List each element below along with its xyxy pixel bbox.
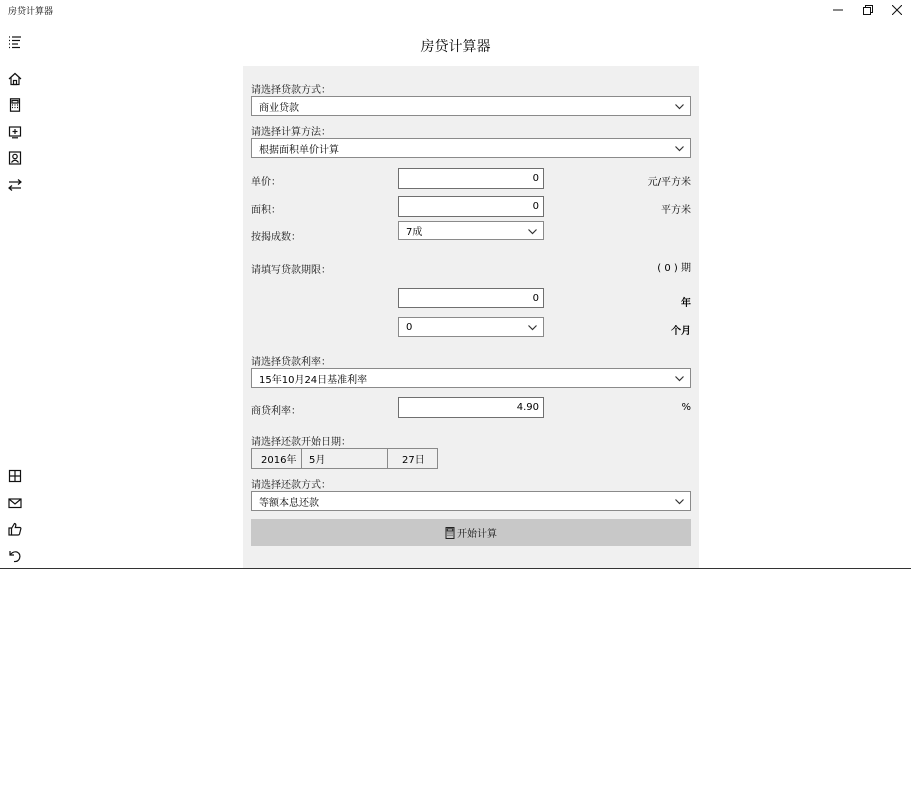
- commercial-rate-label: 商贷利率：: [251, 406, 301, 417]
- rate-type-value: 15年10月24日基准利率: [259, 374, 368, 386]
- start-date-month[interactable]: 5月: [302, 449, 388, 468]
- term-years-unit: 年: [681, 298, 691, 309]
- commercial-rate-unit: %: [681, 402, 691, 413]
- home-icon: [8, 72, 22, 86]
- calc-method-select[interactable]: [251, 138, 691, 158]
- start-date-label: 请选择还款开始日期：: [251, 437, 351, 448]
- area-unit: 平方米: [661, 205, 691, 216]
- area-input[interactable]: [398, 196, 544, 217]
- chevron-down-icon: [675, 102, 684, 111]
- restore-icon: [863, 5, 873, 15]
- rate-type-select[interactable]: [251, 368, 691, 388]
- nav-undo[interactable]: [7, 548, 23, 564]
- calculator-icon: [445, 527, 455, 539]
- down-payment-select[interactable]: [398, 221, 544, 240]
- area-label: 面积：: [251, 205, 281, 216]
- down-payment-label: 按揭成数：: [251, 232, 301, 243]
- down-payment-value: 7成: [406, 227, 423, 238]
- repay-method-value: 等额本息还款: [259, 497, 319, 509]
- mail-icon: [8, 496, 22, 510]
- start-date-day[interactable]: 27日: [388, 449, 437, 468]
- start-date-picker[interactable]: [251, 448, 438, 469]
- contact-card-icon: [8, 151, 22, 165]
- nav-grid[interactable]: [7, 468, 23, 484]
- nav-mail[interactable]: [7, 495, 23, 511]
- restore-button[interactable]: [853, 0, 883, 20]
- repay-method-select[interactable]: [251, 491, 691, 511]
- term-label: 请填写贷款期限：: [251, 265, 331, 276]
- chevron-down-icon: [675, 144, 684, 153]
- nav-calculator[interactable]: [7, 97, 23, 113]
- divider: [0, 568, 911, 569]
- commercial-rate-value: 4.90: [516, 402, 539, 413]
- chevron-down-icon: [528, 227, 537, 236]
- nav-home[interactable]: [7, 71, 23, 87]
- term-months-value: 0: [406, 321, 413, 333]
- grid-icon: [8, 469, 22, 483]
- page-title: 房贷计算器: [420, 39, 491, 55]
- rate-type-label: 请选择贷款利率：: [251, 357, 331, 368]
- term-months-unit: 个月: [671, 326, 691, 337]
- window-title: 房贷计算器: [8, 7, 54, 17]
- unit-price-unit: 元/平方米: [647, 177, 691, 188]
- loan-type-label: 请选择贷款方式：: [251, 85, 331, 96]
- unit-price-label: 单价：: [251, 177, 281, 188]
- term-periods: ( 0 ) 期: [657, 263, 691, 274]
- undo-icon: [8, 549, 22, 563]
- nav-add-screen[interactable]: [7, 124, 23, 140]
- switch-icon: [8, 178, 22, 192]
- nav-switch[interactable]: [7, 177, 23, 193]
- loan-type-select[interactable]: [251, 96, 691, 116]
- unit-price-value: 0: [532, 173, 539, 184]
- unit-price-input[interactable]: [398, 168, 544, 189]
- minimize-icon: [833, 5, 843, 15]
- chevron-down-icon: [528, 323, 537, 332]
- start-date-year[interactable]: 2016年: [252, 449, 302, 468]
- add-screen-icon: [8, 125, 22, 139]
- chevron-down-icon: [675, 374, 684, 383]
- close-icon: [892, 5, 902, 15]
- minimize-button[interactable]: [823, 0, 853, 20]
- start-calculate-button[interactable]: [251, 519, 691, 546]
- commercial-rate-input[interactable]: [398, 397, 544, 418]
- repay-method-label: 请选择还款方式：: [251, 480, 331, 491]
- nav-like[interactable]: [7, 521, 23, 537]
- term-months-select[interactable]: [398, 317, 544, 337]
- chevron-down-icon: [675, 497, 684, 506]
- like-icon: [8, 522, 22, 536]
- start-calculate-label: 开始计算: [457, 529, 497, 540]
- calculator-icon: [8, 98, 22, 112]
- close-button[interactable]: [882, 0, 911, 20]
- term-years-input[interactable]: [398, 288, 544, 308]
- nav-contact[interactable]: [7, 150, 23, 166]
- term-years-value: 0: [532, 292, 539, 304]
- area-value: 0: [532, 201, 539, 212]
- loan-type-value: 商业贷款: [259, 102, 299, 114]
- calc-method-value: 根据面积单价计算: [259, 144, 339, 156]
- calc-method-label: 请选择计算方法：: [251, 127, 331, 138]
